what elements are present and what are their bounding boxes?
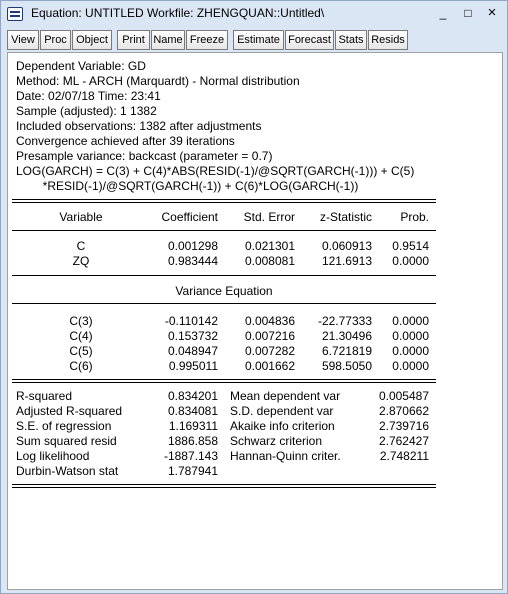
z-statistic: 6.721819 [321,344,372,358]
forecast-button[interactable]: Forecast [285,30,334,50]
z-statistic: 598.5050 [321,359,372,373]
sample-line: Sample (adjusted): 1 1382 [16,104,157,118]
dependent-variable-line: Dependent Variable: GD [16,59,146,73]
prob: 0.0000 [392,329,429,343]
stat-label-left: R-squared [16,389,73,403]
table-rule [12,379,436,380]
header-variable: Variable [59,210,103,224]
prob: 0.9514 [392,239,429,253]
stat-label-left: S.E. of regression [16,419,112,433]
stat-value-right: 2.762427 [378,434,429,448]
coefficient: 0.983444 [167,254,218,268]
stat-label-right: S.D. dependent var [230,404,334,418]
stat-value-left: 0.834201 [167,389,218,403]
variable-name: C(6) [69,359,93,373]
garch-equation-line-2: *RESID(-1)/@SQRT(GARCH(-1)) + C(6)*LOG(GARCH(-1)) [16,179,359,193]
variable-name: C(5) [69,344,93,358]
stat-label-left: Sum squared resid [16,434,117,448]
std-error: 0.021301 [244,239,295,253]
print-button[interactable]: Print [117,30,150,50]
stat-label-right: Akaike info criterion [230,419,335,433]
stat-value-left: 1886.858 [167,434,218,448]
prob: 0.0000 [392,344,429,358]
prob: 0.0000 [392,254,429,268]
estimate-button[interactable]: Estimate [233,30,284,50]
stat-value-right: 2.870662 [378,404,429,418]
z-statistic: 0.060913 [321,239,372,253]
coefficient: 0.995011 [168,359,218,373]
stats-button[interactable]: Stats [335,30,367,50]
stat-label-left: Log likelihood [16,449,90,463]
std-error: 0.007282 [244,344,295,358]
header-coefficient: Coefficient [161,210,218,224]
table-rule [12,487,436,488]
header-std-error: Std. Error [243,210,295,224]
date-time-line: Date: 02/07/18 Time: 23:41 [16,89,161,103]
estimation-output[interactable] [7,52,503,590]
table-rule [12,275,436,276]
table-rule [12,230,436,231]
table-rule [12,199,436,200]
title-bar[interactable] [1,1,507,27]
freeze-button[interactable]: Freeze [186,30,228,50]
stat-value-left: 0.834081 [167,404,218,418]
stat-value-left: 1.787941 [167,464,218,478]
stat-value-right: 0.005487 [378,389,429,403]
coefficient: -0.110142 [164,314,218,328]
header-z-statistic: z-Statistic [319,210,372,224]
window-title: Equation: UNTITLED Workfile: ZHENGQUAN::Untitled\ [31,6,325,20]
minimize-button[interactable]: _ [439,6,447,20]
variable-name: ZQ [72,254,90,268]
stat-label-right: Schwarz criterion [230,434,323,448]
stat-label-right: Mean dependent var [230,389,341,403]
stat-label-right: Hannan-Quinn criter. [230,449,341,463]
prob: 0.0000 [392,314,429,328]
variable-name: C(3) [69,314,93,328]
table-rule [12,484,436,485]
variable-name: C(4) [69,329,93,343]
object-button[interactable]: Object [72,30,112,50]
table-rule [12,202,436,203]
name-button[interactable]: Name [151,30,185,50]
z-statistic: 21.30496 [321,329,372,343]
stat-value-right: 2.739716 [378,419,429,433]
close-button[interactable]: × [487,4,497,21]
convergence-line: Convergence achieved after 39 iterations [16,134,235,148]
coefficient: 0.048947 [167,344,218,358]
std-error: 0.007216 [244,329,295,343]
presample-variance-line: Presample variance: backcast (parameter = 0.7) [16,149,273,163]
garch-equation-line-1: LOG(GARCH) = C(3) + C(4)*ABS(RESID(-1)/@SQRT(GARCH(-1))) + C(5) [16,164,415,178]
variance-equation-title: Variance Equation [175,284,273,298]
prob: 0.0000 [392,359,429,373]
variable-name: C [76,239,86,253]
observations-line: Included observations: 1382 after adjustments [16,119,262,133]
stat-value-left: -1887.143 [163,449,218,463]
z-statistic: -22.77333 [317,314,372,328]
coefficient: 0.153732 [167,329,218,343]
stat-label-left: Adjusted R-squared [16,404,123,418]
std-error: 0.001662 [244,359,295,373]
method-line: Method: ML - ARCH (Marquardt) - Normal distribution [16,74,300,88]
maximize-button[interactable]: □ [464,6,472,20]
view-button[interactable]: View [7,30,39,50]
z-statistic: 121.6913 [321,254,372,268]
proc-button[interactable]: Proc [40,30,71,50]
equation-window-icon[interactable] [7,7,23,21]
stat-value-right: 2.748211 [379,449,429,463]
table-rule [12,303,436,304]
coefficient: 0.001298 [167,239,218,253]
table-rule [12,382,436,383]
std-error: 0.008081 [244,254,295,268]
stat-value-left: 1.169311 [168,419,218,433]
resids-button[interactable]: Resids [368,30,408,50]
std-error: 0.004836 [244,314,295,328]
stat-label-left: Durbin-Watson stat [16,464,119,478]
header-prob: Prob. [400,210,429,224]
